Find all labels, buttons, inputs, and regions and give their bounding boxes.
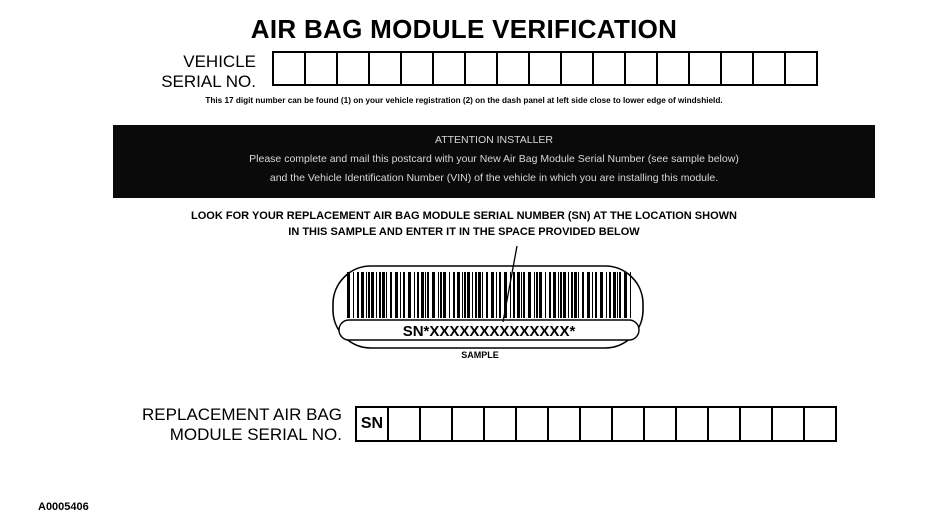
- sn-character-box[interactable]: [579, 406, 613, 442]
- sn-character-box[interactable]: [771, 406, 805, 442]
- instructions-line2: IN THIS SAMPLE AND ENTER IT IN THE SPACE PROVIDED BELOW: [288, 226, 640, 238]
- barcode-bar: [382, 272, 385, 318]
- sn-character-box[interactable]: [515, 406, 549, 442]
- barcode-bar: [630, 272, 631, 318]
- sn-character-box[interactable]: [387, 406, 421, 442]
- barcode-bar: [563, 272, 566, 318]
- barcode-bar: [521, 272, 522, 318]
- sample-instructions: [0, 208, 928, 240]
- vin-character-box[interactable]: [688, 51, 722, 86]
- barcode-bar: [600, 272, 603, 318]
- vin-label-line2: SERIAL NO.: [161, 72, 256, 91]
- sn-character-box[interactable]: [739, 406, 773, 442]
- attention-heading: ATTENTION INSTALLER: [434, 134, 554, 146]
- sn-character-box[interactable]: [643, 406, 677, 442]
- barcode-bar: [408, 272, 411, 318]
- barcode-bar: [379, 272, 381, 318]
- barcode-bar: [403, 272, 405, 318]
- sample-caption: SAMPLE: [461, 350, 499, 360]
- instructions-line1: LOOK FOR YOUR REPLACEMENT AIR BAG MODULE SERIAL NUMBER (SN) AT THE LOCATION SHOWN: [191, 210, 737, 222]
- barcode-bar: [457, 272, 460, 318]
- sn-character-box[interactable]: [707, 406, 741, 442]
- barcode-bar: [486, 272, 488, 318]
- barcode-bar: [427, 272, 429, 318]
- vin-character-box[interactable]: [560, 51, 594, 86]
- vin-character-box[interactable]: [528, 51, 562, 86]
- barcode-bar: [613, 272, 616, 318]
- barcode-bar: [595, 272, 597, 318]
- barcode-bar: [390, 272, 392, 318]
- vin-character-box[interactable]: [496, 51, 530, 86]
- sn-character-box[interactable]: [419, 406, 453, 442]
- barcode-bar: [578, 272, 579, 318]
- barcode-bar: [609, 272, 611, 318]
- barcode-bar: [582, 272, 584, 318]
- barcode-bar: [592, 272, 593, 318]
- sn-character-box[interactable]: [675, 406, 709, 442]
- barcode-bar: [534, 272, 535, 318]
- sample-serial-text: SN*XXXXXXXXXXXXXX*: [402, 323, 576, 340]
- barcode-bar: [587, 272, 590, 318]
- barcode-bar: [536, 272, 538, 318]
- vin-character-box[interactable]: [784, 51, 818, 86]
- barcode-bar: [438, 272, 439, 318]
- barcode-bar: [619, 272, 621, 318]
- barcode-bar: [432, 272, 435, 318]
- barcode-bar: [417, 272, 419, 318]
- barcode-bar: [400, 272, 401, 318]
- barcode-bar: [395, 272, 398, 318]
- barcode-bar: [617, 272, 618, 318]
- barcode-bar: [386, 272, 387, 318]
- barcode-bar: [624, 272, 627, 318]
- barcode-bar: [357, 272, 359, 318]
- vin-character-box[interactable]: [720, 51, 754, 86]
- barcode-bar: [353, 272, 354, 318]
- vin-input-boxes[interactable]: [272, 51, 818, 86]
- barcode-bar: [568, 272, 569, 318]
- barcode-bar: [528, 272, 531, 318]
- barcode-bar: [449, 272, 450, 318]
- barcode-bar: [371, 272, 374, 318]
- barcode-bar: [491, 272, 494, 318]
- barcode-bar: [553, 272, 556, 318]
- vin-character-box[interactable]: [464, 51, 498, 86]
- replacement-label-line1: REPLACEMENT AIR BAG: [142, 405, 342, 424]
- figure-reference-code: A0005406: [38, 501, 89, 513]
- vin-character-box[interactable]: [656, 51, 690, 86]
- sn-character-box[interactable]: [803, 406, 837, 442]
- barcode-bar: [462, 272, 463, 318]
- barcode-bar: [414, 272, 415, 318]
- barcode-bar: [361, 272, 364, 318]
- barcode-bars: [347, 272, 631, 318]
- vin-character-box[interactable]: [400, 51, 434, 86]
- vin-location-note: This 17 digit number can be found (1) on your vehicle registration (2) on the dash panel at left side close to lower edge of windshield.: [205, 96, 723, 105]
- vin-character-box[interactable]: [624, 51, 658, 86]
- barcode-bar: [453, 272, 455, 318]
- barcode-bar: [482, 272, 483, 318]
- vin-character-box[interactable]: [592, 51, 626, 86]
- sn-prefix-box: SN: [355, 406, 389, 442]
- barcode-bar: [549, 272, 551, 318]
- attention-line1: Please complete and mail this postcard with your New Air Bag Module Serial Number (see sample below): [249, 153, 739, 165]
- barcode-bar: [517, 272, 520, 318]
- barcode-bar: [539, 272, 542, 318]
- barcode-bar: [440, 272, 442, 318]
- replacement-label-line2: MODULE SERIAL NO.: [169, 425, 342, 444]
- barcode-bar: [464, 272, 466, 318]
- vin-character-box[interactable]: [304, 51, 338, 86]
- attention-line2: and the Vehicle Identification Number (VIN) of the vehicle in which you are installing this module.: [269, 172, 719, 184]
- barcode-bar: [425, 272, 426, 318]
- barcode-bar: [558, 272, 559, 318]
- sample-barcode-label-illustration: [325, 238, 655, 350]
- sn-character-box[interactable]: [451, 406, 485, 442]
- replacement-sn-label: [80, 405, 342, 445]
- barcode-bar: [467, 272, 470, 318]
- vin-character-box[interactable]: [432, 51, 466, 86]
- attention-installer-banner: [113, 125, 875, 198]
- barcode-bar: [545, 272, 546, 318]
- barcode-bar: [366, 272, 367, 318]
- vin-character-box[interactable]: [272, 51, 306, 86]
- barcode-bar: [368, 272, 370, 318]
- vin-label: [120, 52, 256, 92]
- barcode-bar: [571, 272, 573, 318]
- vin-character-box[interactable]: [368, 51, 402, 86]
- vin-character-box[interactable]: [752, 51, 786, 86]
- barcode-bar: [478, 272, 481, 318]
- barcode-bar: [376, 272, 377, 318]
- page-title: AIR BAG MODULE VERIFICATION: [250, 14, 678, 44]
- sn-character-box[interactable]: [547, 406, 581, 442]
- vin-character-box[interactable]: [336, 51, 370, 86]
- barcode-bar: [523, 272, 525, 318]
- barcode-bar: [499, 272, 501, 318]
- sn-character-box[interactable]: [483, 406, 517, 442]
- barcode-bar: [606, 272, 607, 318]
- barcode-bar: [443, 272, 446, 318]
- replacement-sn-input-boxes[interactable]: [355, 406, 837, 442]
- barcode-bar: [472, 272, 473, 318]
- barcode-bar: [560, 272, 562, 318]
- barcode-bar: [421, 272, 424, 318]
- vin-label-line1: VEHICLE: [183, 52, 256, 71]
- barcode-bar: [496, 272, 497, 318]
- sn-character-box[interactable]: [611, 406, 645, 442]
- barcode-bar: [347, 272, 350, 318]
- barcode-bar: [574, 272, 577, 318]
- barcode-bar: [513, 272, 515, 318]
- barcode-bar: [475, 272, 477, 318]
